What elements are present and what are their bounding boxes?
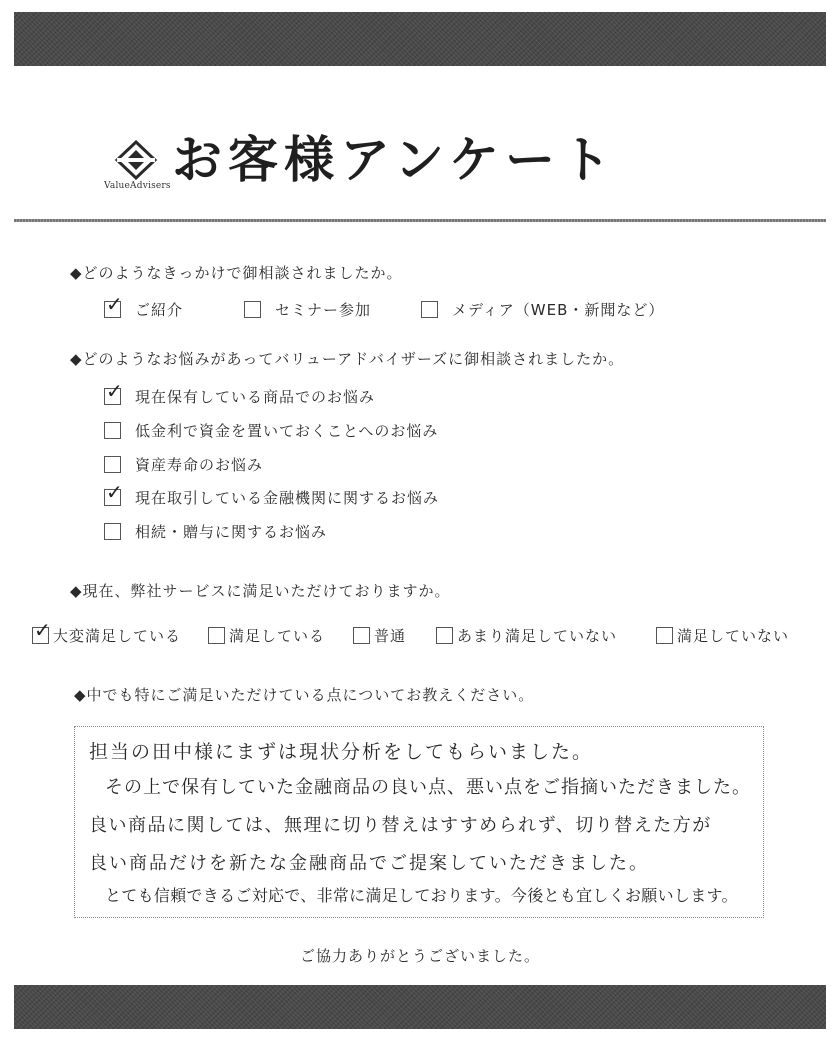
option-label: セミナー参加 [275,301,372,319]
answer-line: 良い商品に関しては、無理に切り替えはすすめられず、切り替えた方が [89,815,712,836]
checkbox-seminar[interactable] [244,301,261,318]
answer-text-area[interactable] [74,726,764,918]
option-label: メディア（WEB・新聞など） [452,301,665,319]
option-very-satisfied[interactable] [32,618,182,646]
question-concerns: ◆どのようなお悩みがあってバリューアドバイザーズに御相談されましたか。 [70,350,625,368]
option-label: 満足していない [677,627,790,645]
option-label: 現在取引している金融機関に関するお悩み [135,489,440,507]
page-title: お客様アンケート [172,131,617,189]
checkbox-very-satisfied[interactable] [32,618,52,644]
answer-line: 担当の田中様にまずは現状分析をしてもらいました。 [89,741,594,763]
option-label: 現在保有している商品でのお悩み [135,388,376,406]
option-concern-low-interest[interactable] [104,420,438,441]
question-satisfaction-points: ◆中でも特にご満足いただけている点についてお教えください。 [74,686,535,704]
option-label: 満足している [229,627,326,645]
closing-thanks: ご協力ありがとうございました。 [299,947,540,965]
checkbox-satisfied[interactable] [208,627,225,644]
option-label: 資産寿命のお悩み [135,456,264,474]
check-mark-icon: ✓ [106,292,124,316]
checkbox-concern-inheritance[interactable] [104,523,121,540]
option-concern-current-products[interactable] [104,379,376,407]
option-concern-inheritance[interactable] [104,521,327,542]
option-neutral[interactable] [353,625,406,646]
option-concern-financial-institution[interactable] [104,480,440,508]
option-not-satisfied[interactable] [656,625,789,646]
option-label: 相続・贈与に関するお悩み [135,523,328,541]
option-label: ご紹介 [135,301,184,319]
checkbox-not-very-satisfied[interactable] [436,627,453,644]
checkbox-not-satisfied[interactable] [656,627,673,644]
check-mark-icon: ✓ [34,618,52,642]
checkbox-media[interactable] [421,301,438,318]
check-mark-icon: ✓ [106,480,124,504]
option-label: 低金利で資金を置いておくことへのお悩み [135,422,439,440]
option-not-very-satisfied[interactable] [436,625,617,646]
answer-line: 良い商品だけを新たな金融商品でご提案していただきました。 [89,853,649,874]
option-referral[interactable] [104,292,184,320]
answer-line: とても信頼できるご対応で、非常に満足しております。今後とも宜しくお願いします。 [105,886,738,905]
header-divider [14,219,826,222]
company-logo [104,140,171,191]
option-label: 大変満足している [53,627,182,645]
answer-line: その上で保有していた金融商品の良い点、悪い点をご指摘いただきました。 [105,777,751,798]
question-satisfaction: ◆現在、弊社サービスに満足いただけておりますか。 [70,582,451,600]
header [104,128,744,200]
bottom-decorative-band [14,985,826,1029]
option-concern-asset-longevity[interactable] [104,454,263,475]
checkbox-concern-low-interest[interactable] [104,422,121,439]
checkbox-neutral[interactable] [353,627,370,644]
checkbox-concern-current-products[interactable] [104,379,124,405]
checkbox-concern-asset-longevity[interactable] [104,456,121,473]
checkbox-concern-financial-institution[interactable] [104,480,124,506]
option-label: 普通 [374,627,407,645]
top-decorative-band [14,12,826,66]
option-label: あまり満足していない [457,627,618,645]
option-satisfied[interactable] [208,625,325,646]
option-media[interactable] [421,299,664,320]
logo-text: ValueAdvisers [104,181,171,191]
option-seminar[interactable] [244,299,371,320]
question-referral-source: ◆どのようなきっかけで御相談されましたか。 [70,264,403,282]
diamond-logo-icon [115,140,157,180]
checkbox-referral[interactable] [104,292,124,318]
check-mark-icon: ✓ [106,379,124,403]
